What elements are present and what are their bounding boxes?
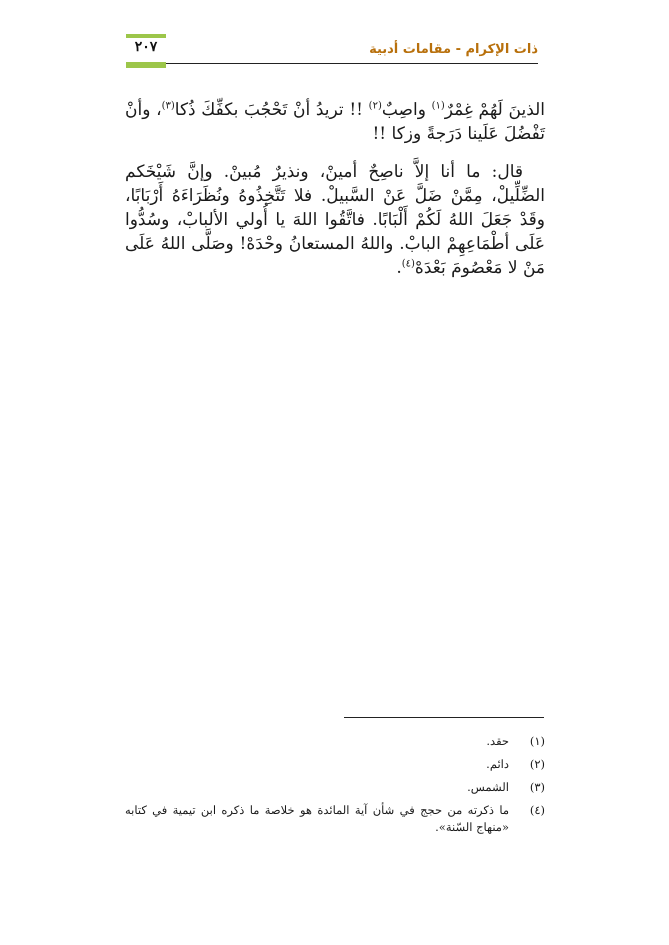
footnote-item xyxy=(125,779,545,796)
footnote-text: حقد. xyxy=(486,734,509,748)
p1-text-d: ، وأنْ تَفْضُلَ عَلَينا دَرَجةً وزكا !! xyxy=(125,100,545,144)
footnote-number: (١) xyxy=(529,734,545,748)
p2-text-b: . xyxy=(396,258,402,278)
footnote-item xyxy=(125,802,545,836)
running-title: ذات الإكرام - مقامات أدبية xyxy=(369,42,538,57)
footnote-ref-3: (٣) xyxy=(161,100,175,112)
paragraph-2 xyxy=(125,160,545,280)
p2-text-a: قال: ما أنا إلاَّ ناصِحٌ أمينْ، ونذيرٌ مُبينْ. وإنَّ شَيْخَكم الضِّلِّيلْ، مِمَّنْ ضَلَّ عَنْ السَّبيلْ. فلا تَتَّخِذُوهُ ونُظَرَاءَهُ أَرْبَابًا، وقَدْ جَعَلَ اللهُ لَكُمْ أَلْبَابًا. فاتَّقُوا اللهَ يا أُولي الألبابْ، وسُدُّوا عَلَى أطْمَاعِهِمْ البابْ. واللهُ المستعانُ وحْدَهْ! وصَلَّى اللهُ عَلَى مَنْ لا مَعْصُومَ بَعْدَهْ xyxy=(125,162,545,278)
page-number-bar-bottom xyxy=(126,62,166,68)
p1-text-a: الذينَ لَهُمْ غِمْرٌ xyxy=(444,100,546,120)
body-text xyxy=(125,98,545,294)
header-rule xyxy=(126,63,538,64)
page-number: ٢٠٧ xyxy=(134,39,158,55)
footnote-text: الشمس. xyxy=(467,780,509,794)
footnote-number: (٣) xyxy=(529,780,545,794)
footnote-text: ما ذكرته من حجج في شأن آية المائدة هو خلاصة ما ذكره ابن تيمية في كتابه «منهاج السّنة». xyxy=(125,803,509,834)
footnote-number: (٢) xyxy=(529,757,545,771)
paragraph-1 xyxy=(125,98,545,146)
page-number-bar-top xyxy=(126,34,166,38)
footnote-item xyxy=(125,733,545,750)
footnote-ref-2: (٢) xyxy=(368,100,382,112)
page-header xyxy=(126,34,538,68)
footnote-item xyxy=(125,756,545,773)
footnote-separator xyxy=(344,717,544,718)
p1-text-c: !! تريدُ أنْ تَحْجُبَ بكفِّكَ ذُكا xyxy=(174,100,369,120)
footnote-ref-4: (٤) xyxy=(401,258,415,270)
footnote-number: (٤) xyxy=(529,803,545,817)
footnotes xyxy=(125,733,545,842)
footnote-text: دائم. xyxy=(486,757,509,771)
page-number-box xyxy=(126,34,166,68)
p1-text-b: واصِبٌ xyxy=(381,100,432,120)
footnote-ref-1: (١) xyxy=(431,100,445,112)
